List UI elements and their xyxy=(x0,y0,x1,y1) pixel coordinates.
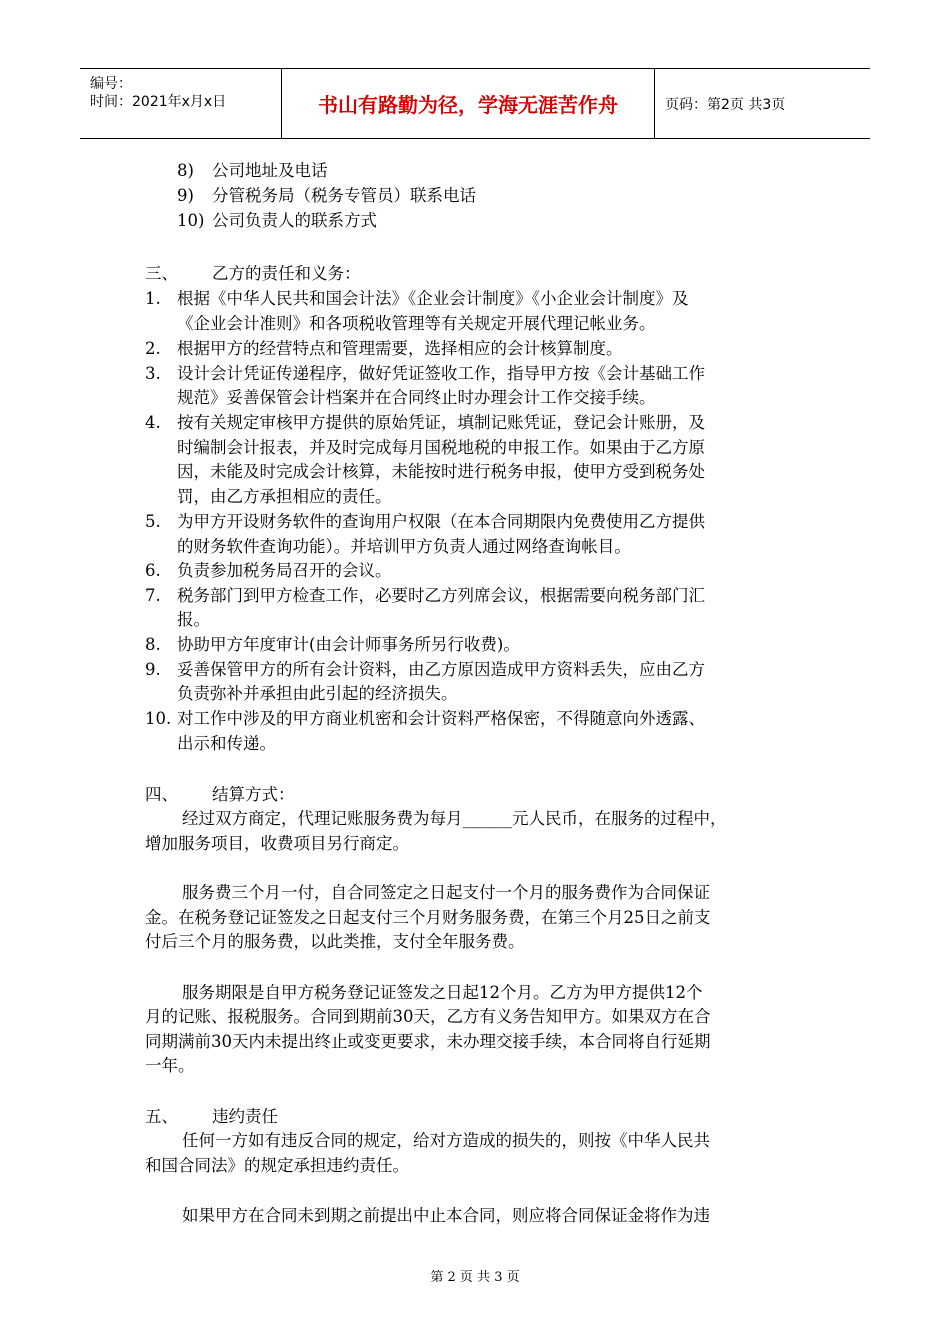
item-number: 5. xyxy=(145,512,161,531)
item-line: 《企业会计准则》和各项税收管理等有关规定开展代理记帐业务。 xyxy=(177,314,656,333)
item-line: 对工作中涉及的甲方商业机密和会计资料严格保密，不得随意向外透露、 xyxy=(177,709,705,728)
page-header xyxy=(80,68,870,139)
section-heading: 乙方的责任和义务： xyxy=(212,264,361,283)
item-line: 设计会计凭证传递程序，做好凭证签收工作，指导甲方按《会计基础工作 xyxy=(177,364,705,383)
paragraph-line: 一年。 xyxy=(145,1056,195,1075)
doc-number-label: 编号： xyxy=(90,76,132,92)
list-item-number: 10) xyxy=(177,211,205,230)
item-number: 10. xyxy=(145,709,172,728)
item-line: 罚，由乙方承担相应的责任。 xyxy=(177,487,392,506)
section-number: 三、 xyxy=(145,264,178,283)
list-item-text: 公司地址及电话 xyxy=(212,161,328,180)
item-number: 1. xyxy=(145,289,161,308)
item-number: 6. xyxy=(145,561,161,580)
list-item-number: 9) xyxy=(177,186,194,205)
item-number: 8. xyxy=(145,635,161,654)
item-line: 税务部门到甲方检查工作，必要时乙方列席会议，根据需要向税务部门汇 xyxy=(177,586,705,605)
page-footer: 第 2 页 共 3 页 xyxy=(430,1270,520,1285)
item-number: 9. xyxy=(145,660,161,679)
item-line: 协助甲方年度审计(由会计师事务所另行收费)。 xyxy=(177,635,520,654)
section-heading: 违约责任 xyxy=(212,1107,278,1126)
paragraph-line: 增加服务项目，收费项目另行商定。 xyxy=(145,834,409,853)
item-number: 4. xyxy=(145,413,161,432)
list-item-text: 分管税务局（税务专管员）联系电话 xyxy=(212,186,476,205)
list-item-text: 公司负责人的联系方式 xyxy=(212,211,377,230)
item-number: 2. xyxy=(145,339,161,358)
header-motto: 书山有路勤为径，学海无涯苦作舟 xyxy=(282,69,655,138)
section-heading: 结算方式： xyxy=(212,785,295,804)
header-page-info: 页码：第2页 共3页 xyxy=(665,96,786,113)
item-line: 因，未能及时完成会计核算，未能按时进行税务申报，使甲方受到税务处 xyxy=(177,462,705,481)
paragraph-line: 如果甲方在合同未到期之前提出中止本合同，则应将合同保证金将作为违 xyxy=(182,1206,710,1225)
doc-date-label: 时间：2021年x月x日 xyxy=(90,94,227,110)
item-line: 出示和传递。 xyxy=(177,734,276,753)
header-meta xyxy=(80,69,282,138)
item-line: 根据《中华人民共和国会计法》《企业会计制度》《小企业会计制度》及 xyxy=(177,289,689,308)
item-number: 7. xyxy=(145,586,161,605)
paragraph-line: 经过双方商定，代理记账服务费为每月______元人民币，在服务的过程中， xyxy=(182,809,727,828)
paragraph-line: 同期满前30天内未提出终止或变更要求，未办理交接手续，本合同将自行延期 xyxy=(145,1032,711,1051)
paragraph-line: 付后三个月的服务费，以此类推，支付全年服务费。 xyxy=(145,932,525,951)
paragraph-line: 任何一方如有违反合同的规定，给对方造成的损失的，则按《中华人民共 xyxy=(182,1131,710,1150)
item-line: 妥善保管甲方的所有会计资料，由乙方原因造成甲方资料丢失，应由乙方 xyxy=(177,660,705,679)
item-line: 按有关规定审核甲方提供的原始凭证，填制记账凭证，登记会计账册，及 xyxy=(177,413,705,432)
item-line: 根据甲方的经营特点和管理需要，选择相应的会计核算制度。 xyxy=(177,339,623,358)
item-line: 时编制会计报表，并及时完成每月国税地税的申报工作。如果由于乙方原 xyxy=(177,438,705,457)
item-line: 负责弥补并承担由此引起的经济损失。 xyxy=(177,684,458,703)
paragraph-line: 服务期限是自甲方税务登记证签发之日起12个月。乙方为甲方提供12个 xyxy=(182,983,703,1002)
section-number: 四、 xyxy=(145,785,178,804)
paragraph-line: 月的记账、报税服务。合同到期前30天，乙方有义务告知甲方。如果双方在合 xyxy=(145,1007,711,1026)
item-line: 规范》妥善保管会计档案并在合同终止时办理会计工作交接手续。 xyxy=(177,388,656,407)
paragraph-line: 服务费三个月一付，自合同签定之日起支付一个月的服务费作为合同保证 xyxy=(182,883,710,902)
item-line: 负责参加税务局召开的会议。 xyxy=(177,561,392,580)
list-item-number: 8) xyxy=(177,161,194,180)
item-line: 报。 xyxy=(177,610,210,629)
paragraph-line: 和国合同法》的规定承担违约责任。 xyxy=(145,1156,409,1175)
item-line: 的财务软件查询功能）。并培训甲方负责人通过网络查询帐目。 xyxy=(177,537,631,556)
item-number: 3. xyxy=(145,364,161,383)
paragraph-line: 金。在税务登记证签发之日起支付三个月财务服务费，在第三个月25日之前支 xyxy=(145,908,711,927)
section-number: 五、 xyxy=(145,1107,178,1126)
item-line: 为甲方开设财务软件的查询用户权限（在本合同期限内免费使用乙方提供 xyxy=(177,512,705,531)
